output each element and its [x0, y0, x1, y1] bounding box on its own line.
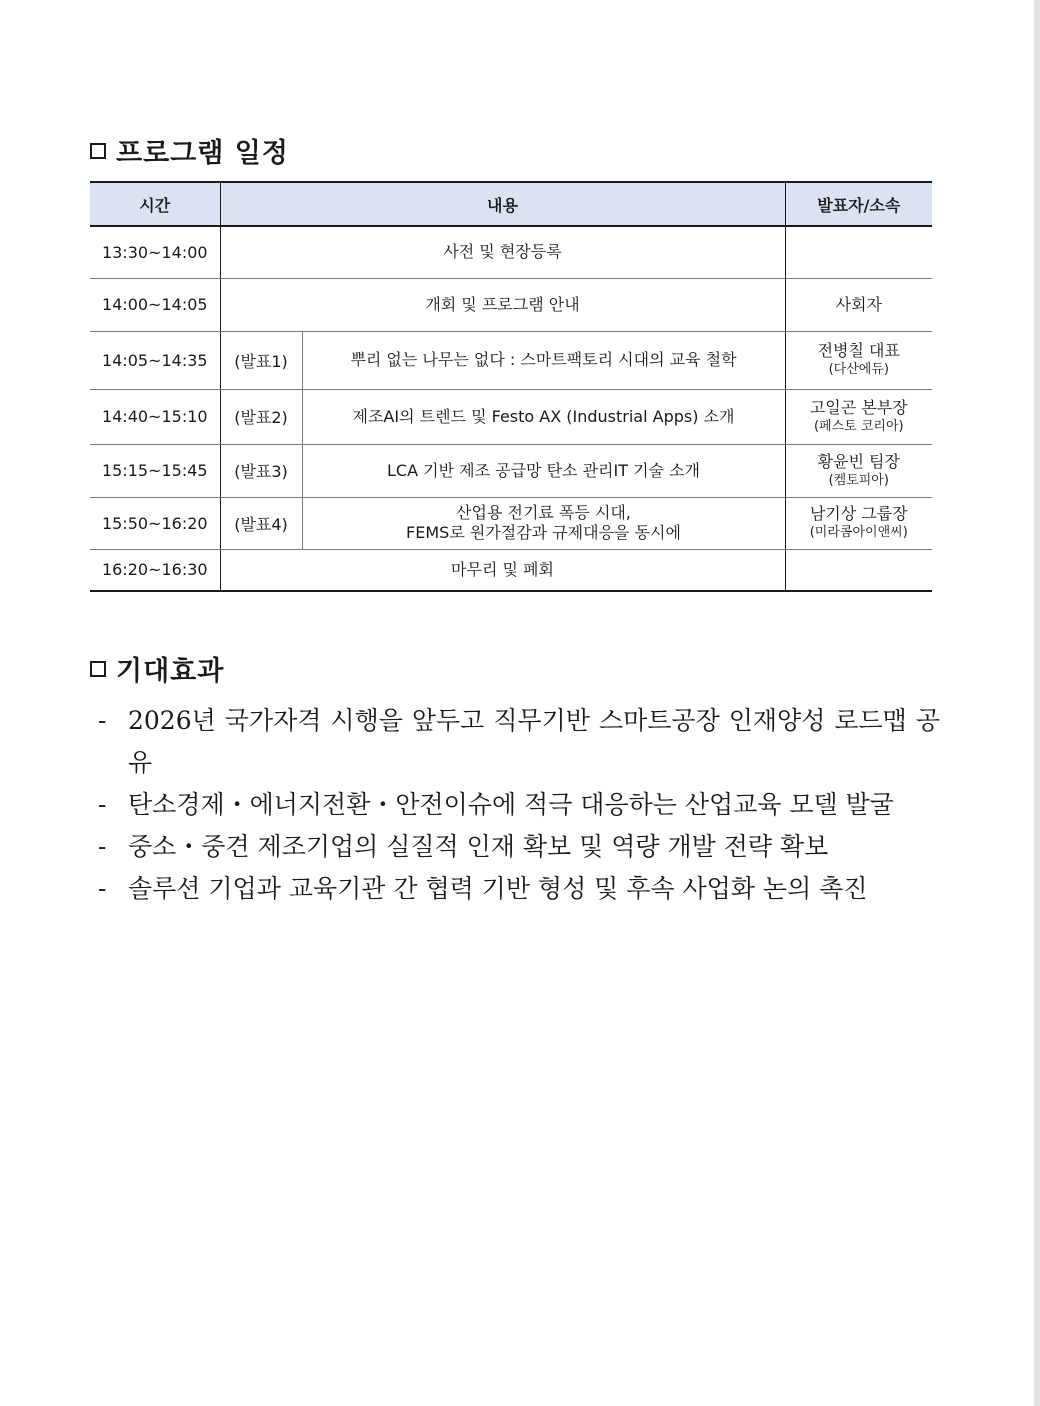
- presenter-cell: [785, 444, 932, 497]
- table-row: [90, 389, 932, 444]
- effect-text: 2026년 국가자격 시행을 앞두고 직무기반 스마트공장 인재양성 로드맵 공유: [128, 706, 940, 777]
- time-cell: 15:50~16:20: [90, 497, 220, 549]
- list-item: [98, 784, 940, 826]
- effects-list: [98, 700, 940, 910]
- header-content: 내용: [220, 182, 785, 226]
- checkbox-square-icon: [90, 661, 106, 677]
- effect-text: 중소・중견 제조기업의 실질적 인재 확보 및 역량 개발 전략 확보: [128, 832, 829, 861]
- header-presenter: 발표자/소속: [785, 182, 932, 226]
- presenter-cell: [785, 331, 932, 389]
- time-cell: 13:30~14:00: [90, 226, 220, 278]
- table-row: [90, 226, 932, 278]
- effects-heading-text: 기대효과: [116, 656, 225, 687]
- table-row: [90, 549, 932, 591]
- presenter-affiliation: (다산에듀): [828, 362, 889, 377]
- content-line-1: 산업용 전기료 폭등 시대,: [456, 503, 631, 522]
- presenter-name: 전병칠 대표: [817, 341, 900, 360]
- list-item: [98, 700, 940, 784]
- table-header-row: [90, 182, 932, 226]
- presenter-name: 고일곤 본부장: [809, 397, 908, 417]
- time-cell: 14:40~15:10: [90, 389, 220, 444]
- time-cell: 15:15~15:45: [90, 444, 220, 497]
- presenter-affiliation: (페스토 코리아): [813, 418, 904, 434]
- time-cell: 14:05~14:35: [90, 331, 220, 389]
- presenter-affiliation: (미라콤아이앤씨): [809, 525, 908, 540]
- presenter-cell: [785, 497, 932, 549]
- header-time: 시간: [90, 182, 220, 226]
- program-schedule-table: [90, 181, 932, 592]
- content-cell: LCA 기반 제조 공급망 탄소 관리IT 기술 소개: [302, 444, 785, 497]
- program-section-heading: [90, 131, 289, 170]
- presenter-cell: [785, 389, 932, 444]
- presenter-name: 남기상 그룹장: [809, 504, 908, 523]
- effects-section-heading: [90, 649, 224, 688]
- content-cell: 마무리 및 폐회: [220, 549, 785, 591]
- dash-bullet: -: [98, 790, 107, 819]
- time-cell: 16:20~16:30: [90, 549, 220, 591]
- page-edge: [1034, 0, 1040, 1406]
- presenter-name: 사회자: [835, 294, 882, 314]
- session-tag: (발표4): [220, 497, 302, 549]
- presenter-cell: [785, 278, 932, 331]
- content-cell: 개회 및 프로그램 안내: [220, 278, 785, 331]
- table-row: [90, 444, 932, 497]
- session-tag: (발표1): [220, 331, 302, 389]
- program-heading-text: 프로그램 일정: [116, 138, 289, 169]
- effect-text: 솔루션 기업과 교육기관 간 협력 기반 형성 및 후속 사업화 논의 촉진: [128, 874, 868, 903]
- presenter-cell: [785, 549, 932, 591]
- table-row: [90, 497, 932, 549]
- content-cell: [302, 497, 785, 549]
- session-tag: (발표2): [220, 389, 302, 444]
- presenter-name: 황윤빈 팀장: [817, 451, 900, 471]
- effect-text: 탄소경제・에너지전환・안전이슈에 적극 대응하는 산업교육 모델 발굴: [128, 790, 894, 819]
- list-item: [98, 868, 940, 910]
- content-line-2: FEMS로 원가절감과 규제대응을 동시에: [406, 523, 681, 542]
- table-row: [90, 278, 932, 331]
- checkbox-square-icon: [90, 143, 106, 159]
- presenter-affiliation: (켐토피아): [828, 472, 889, 488]
- dash-bullet: -: [98, 874, 107, 903]
- dash-bullet: -: [98, 706, 107, 735]
- presenter-cell: [785, 226, 932, 278]
- time-cell: 14:00~14:05: [90, 278, 220, 331]
- list-item: [98, 826, 940, 868]
- content-cell: 뿌리 없는 나무는 없다 : 스마트팩토리 시대의 교육 철학: [302, 331, 785, 389]
- content-cell: 사전 및 현장등록: [220, 226, 785, 278]
- table-row: [90, 331, 932, 389]
- dash-bullet: -: [98, 832, 107, 861]
- content-cell: 제조AI의 트렌드 및 Festo AX (Industrial Apps) 소개: [302, 389, 785, 444]
- session-tag: (발표3): [220, 444, 302, 497]
